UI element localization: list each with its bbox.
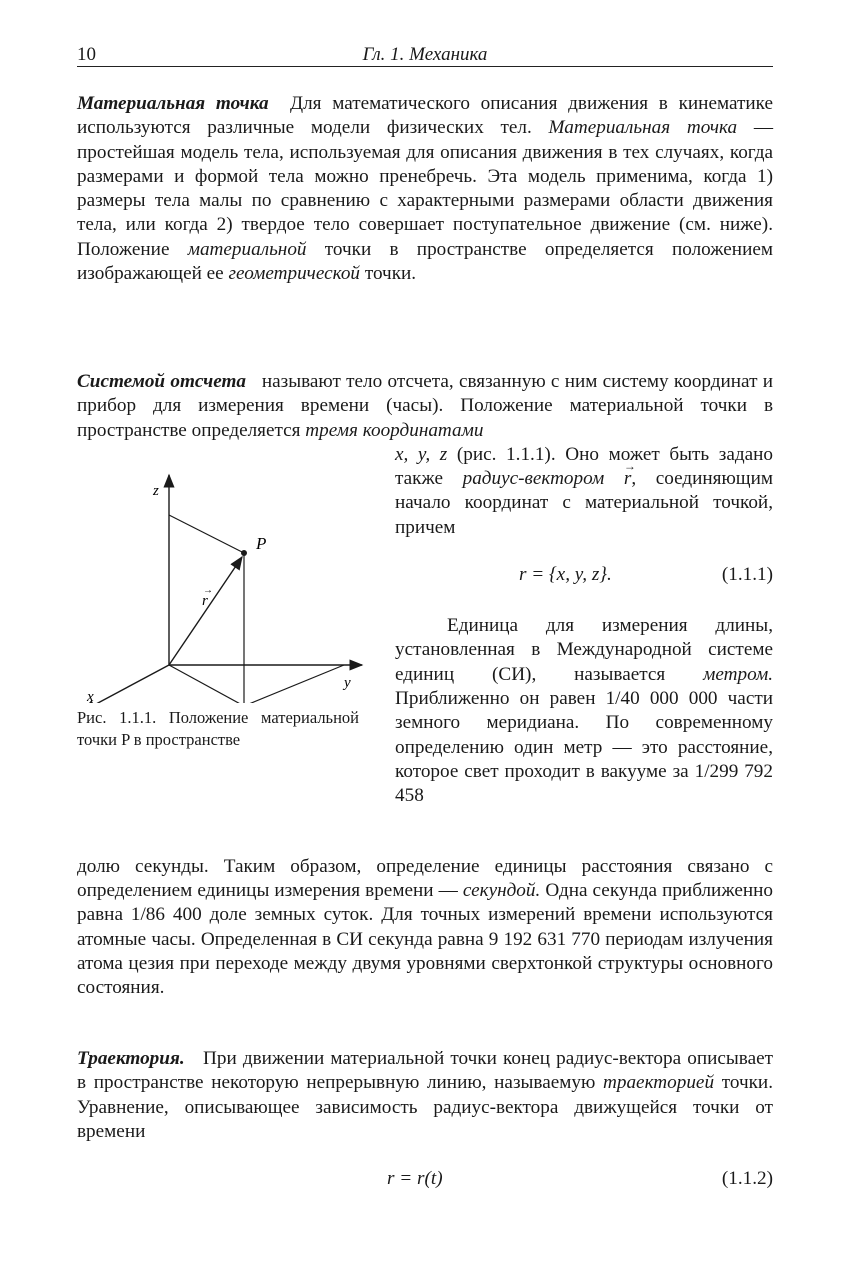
- figure-caption: Рис. 1.1.1. Положение материальной точки P в пространстве: [77, 707, 359, 749]
- figure-wrap-area: [77, 443, 773, 843]
- paragraph: Единица для измерения длины, установленная в Международной системе единиц (СИ), называется метром. Приближенно он равен 1/40 000 000 части земного меридиана. По современному определению один метр — это расстояние, которое свет проходит в вакууме за 1/299 792 458: [395, 615, 773, 807]
- section-heading: Материальная точка: [77, 93, 269, 114]
- equation-number: (1.1.2): [721, 1168, 773, 1190]
- label-z: z: [153, 482, 159, 499]
- equation-1-1-1: [395, 554, 773, 598]
- label-x: x: [87, 688, 94, 703]
- coordinate-diagram: [77, 443, 367, 703]
- equation-text: r = r(t): [387, 1168, 443, 1190]
- chapter-title: Гл. 1. Механика: [362, 44, 488, 65]
- x-axis: [83, 665, 169, 703]
- projection-x: [169, 665, 244, 703]
- label-P: P: [256, 533, 267, 553]
- paragraph: x, y, z (рис. 1.1.1). Оно может быть задано также радиус-вектором → r, соединяющим начало координат с материальной точкой, причем: [395, 443, 773, 540]
- radius-vector: [169, 557, 242, 665]
- right-column: [395, 443, 773, 809]
- paragraph: Материальная точка Для математического описания движения в кинематике используются различные модели физических тел. Материальная точка — простейшая модель тела, используемая для описания движения в тех случаях, когда размерами и формой тела можно пренебречь. Эта модель применима, когда 1) размеры тела малы по сравнению с характерными размерами области движения тела, или когда 2) твердое тело совершает поступательное движение (см. ниже). Положение материальной точки в пространстве определяется положением изображающей ее геометрической точки.: [77, 93, 774, 285]
- point-P: [241, 550, 247, 556]
- projection-z: [169, 515, 244, 553]
- section-material-point: [77, 92, 773, 286]
- equation-number: (1.1.1): [721, 564, 773, 586]
- equation-text: r = {x, y, z}.: [519, 564, 612, 586]
- page-number: 10: [77, 44, 96, 65]
- section-trajectory: [77, 1047, 773, 1204]
- figure-1-1-1: [77, 443, 367, 751]
- section-heading: Траектория.: [77, 1048, 185, 1069]
- section-heading: Системой отсчета: [77, 371, 247, 392]
- label-r-arrow: →: [203, 584, 213, 596]
- projection-y: [244, 665, 344, 703]
- label-r: r: [202, 592, 208, 609]
- paragraph: Системой отсчета называют тело отсчета, связанную с ним систему координат и прибор для измерения времени (часы). Положение материальной точки в пространстве определяется тремя координатами: [77, 371, 773, 441]
- paragraph: долю секунды. Таким образом, определение единицы расстояния связано с определением единицы измерения времени — секундой. Одна секунда приближенно равна 1/86 400 доле земных суток. Для точных измерений времени используются атомные часы. Определенная в СИ секунда равна 9 192 631 770 периодам излучения атома цезия при переходе между двумя уровнями сверхтонкой структуры основного состояния.: [77, 855, 773, 999]
- label-y: y: [344, 674, 351, 691]
- running-head: [77, 36, 773, 67]
- paragraph: Траектория. При движении материальной точки конец радиус-вектора описывает в пространстве некоторую непрерывную линию, называемую траекторией точки. Уравнение, описывающее зависимость радиус-вектора движущейся точки от времени: [77, 1048, 774, 1142]
- page: [77, 36, 774, 1190]
- equation-1-1-2: [77, 1164, 773, 1204]
- section-reference-system: [77, 370, 773, 1001]
